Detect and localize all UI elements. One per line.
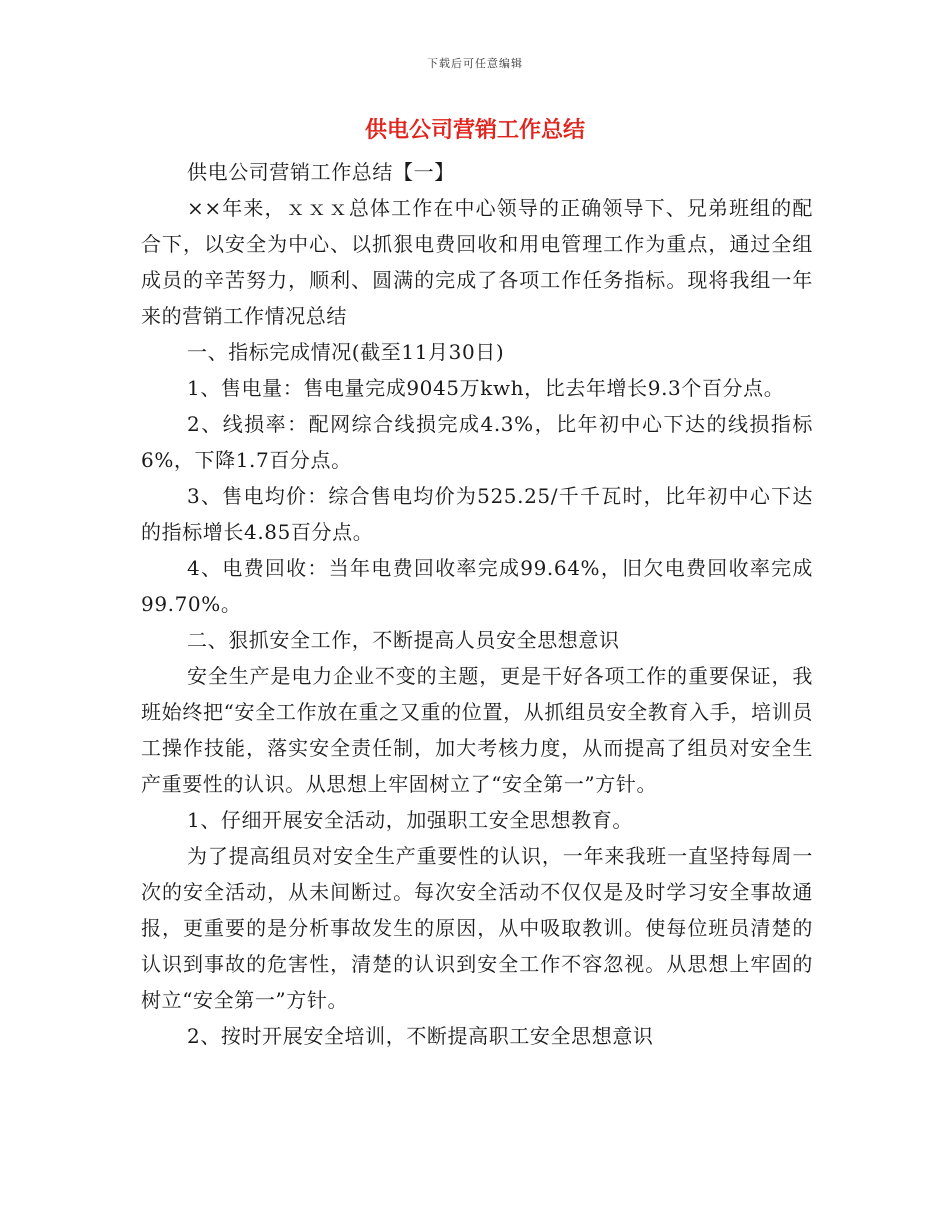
section-heading: 二、狠抓安全工作，不断提高人员安全思想意识: [187, 628, 620, 652]
paragraph: 安全生产是电力企业不变的主题，更是干好各项工作的重要保证，我班始终把“安全工作放在重之又重的位置，从抓组员安全教育入手，培训员工操作技能，落实安全责任制，加大考核力度，从而提高了组员对安全生产重要性的认识。从思想上牢固树立了“安全第一”方针。: [141, 664, 813, 796]
document-body: [141, 154, 813, 1054]
paragraph: 1、售电量：售电量完成9045万kwh，比去年增长9.3个百分点。: [187, 376, 785, 400]
paragraph: 2、线损率：配网综合线损完成4.3%，比年初中心下达的线损指标6%，下降1.7百分点。: [141, 412, 813, 472]
document-title: 供电公司营销工作总结: [364, 118, 585, 143]
subsection-heading: 2、按时开展安全培训，不断提高职工安全思想意识: [187, 1024, 654, 1048]
paragraph: 4、电费回收：当年电费回收率完成99.64%，旧欠电费回收率完成99.70%。: [141, 556, 813, 616]
paragraph: 3、售电均价：综合售电均价为525.25/千千瓦时，比年初中心下达的指标增长4.85百分点。: [141, 484, 813, 544]
section-heading: 一、指标完成情况(截至11月30日): [187, 340, 505, 364]
paragraph: 为了提高组员对安全生产重要性的认识，一年来我班一直坚持每周一次的安全活动，从未间断过。每次安全活动不仅仅是及时学习安全事故通报，更重要的是分析事故发生的原因，从中吸取教训。使每位班员清楚的认识到事故的危害性，清楚的认识到安全工作不容忽视。从思想上牢固的树立“安全第一”方针。: [141, 844, 813, 1012]
section-heading: 供电公司营销工作总结【一】: [187, 160, 455, 184]
subsection-heading: 1、仔细开展安全活动，加强职工安全思想教育。: [187, 808, 633, 832]
page-header-note: 下载后可任意编辑: [427, 57, 523, 70]
paragraph: ××年来，ｘｘｘ总体工作在中心领导的正确领导下、兄弟班组的配合下，以安全为中心、以抓狠电费回收和用电管理工作为重点，通过全组成员的辛苦努力，顺利、圆满的完成了各项工作任务指标。现将我组一年来的营销工作情况总结: [141, 196, 813, 328]
